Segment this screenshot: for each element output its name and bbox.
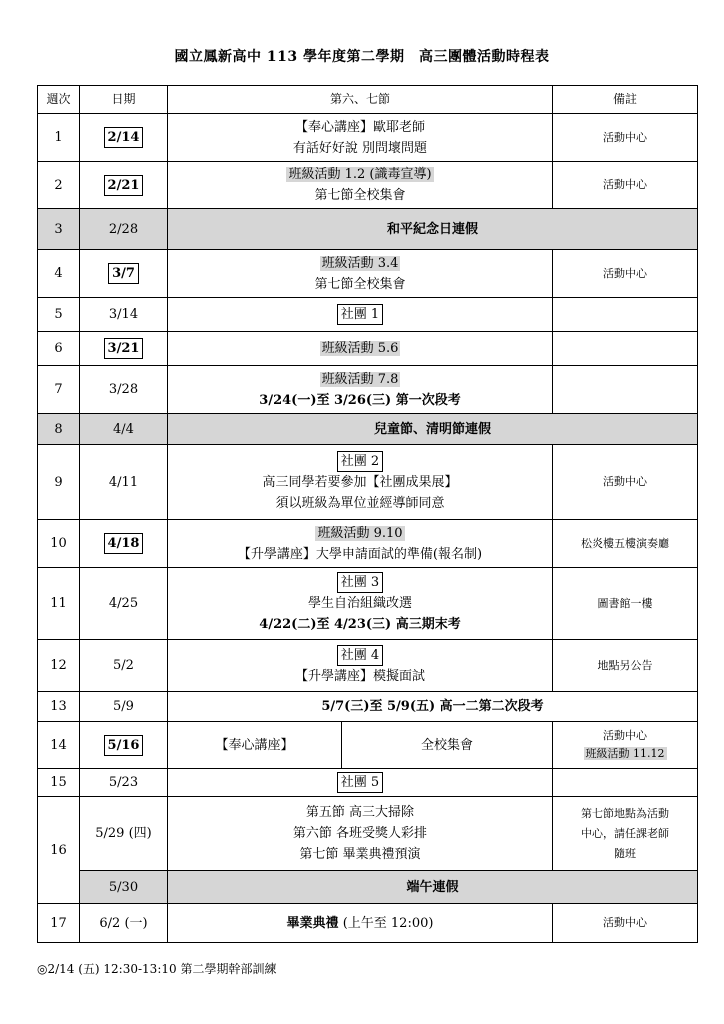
note-cell <box>553 366 698 414</box>
activity-cell: 班級活動 5.6 <box>168 332 553 366</box>
table-row-holiday <box>38 414 698 445</box>
activity-cell: 社團 3 學生自治組織改選 4/22(二)至 4/23(三) 高三期末考 <box>168 568 553 640</box>
week-cell: 6 <box>38 332 80 366</box>
date-cell: 5/30 <box>80 871 168 904</box>
note-cell: 第七節地點為活動 中心，請任課老師 隨班 <box>553 797 698 871</box>
activity-cell: 社團 5 <box>168 769 553 797</box>
table-row <box>38 722 698 769</box>
week-cell: 13 <box>38 692 80 722</box>
week-cell: 5 <box>38 298 80 332</box>
lecture-subcell: 【奉心講座】 <box>168 722 342 768</box>
week-cell: 11 <box>38 568 80 640</box>
table-row <box>38 568 698 640</box>
table-row <box>38 520 698 568</box>
date-cell: 3/28 <box>80 366 168 414</box>
table-row <box>38 769 698 797</box>
date-cell: 2/14 <box>80 114 168 162</box>
activity-cell: 班級活動 1.2 (識毒宣導) 第七節全校集會 <box>168 162 553 209</box>
activity-cell <box>168 722 553 769</box>
date-cell: 6/2 (一) <box>80 904 168 943</box>
table-row <box>38 332 698 366</box>
week-cell: 15 <box>38 769 80 797</box>
note-cell: 活動中心 <box>553 445 698 520</box>
note-cell <box>553 769 698 797</box>
table-row <box>38 298 698 332</box>
table-row <box>38 162 698 209</box>
week-cell: 1 <box>38 114 80 162</box>
activity-cell: 班級活動 7.8 3/24(一)至 3/26(三) 第一次段考 <box>168 366 553 414</box>
date-cell: 2/28 <box>80 209 168 250</box>
week-cell: 4 <box>38 250 80 298</box>
date-cell: 5/9 <box>80 692 168 722</box>
week-cell: 7 <box>38 366 80 414</box>
note-cell: 地點另公告 <box>553 640 698 692</box>
activity-cell: 班級活動 9.10 【升學講座】大學申請面試的準備(報名制) <box>168 520 553 568</box>
week-cell: 3 <box>38 209 80 250</box>
note-cell <box>553 332 698 366</box>
date-cell: 5/29 (四) <box>80 797 168 871</box>
note-cell: 活動中心 <box>553 250 698 298</box>
footer-note: ◎2/14 (五) 12:30-13:10 第二學期幹部訓練 <box>37 962 277 976</box>
activity-cell: 社團 2 高三同學若要參加【社團成果展】 須以班級為單位並經導師同意 <box>168 445 553 520</box>
table-row-holiday <box>38 871 698 904</box>
exam-notice: 3/24(一)至 3/26(三) 第一次段考 <box>259 392 461 408</box>
date-cell: 4/25 <box>80 568 168 640</box>
date-cell: 3/21 <box>80 332 168 366</box>
date-cell: 3/14 <box>80 298 168 332</box>
week-cell: 10 <box>38 520 80 568</box>
week-cell: 9 <box>38 445 80 520</box>
week-cell: 2 <box>38 162 80 209</box>
table-row <box>38 797 698 871</box>
date-cell: 4/18 <box>80 520 168 568</box>
week-cell: 8 <box>38 414 80 445</box>
table-row <box>38 640 698 692</box>
note-cell: 活動中心 <box>553 904 698 943</box>
activity-cell: 【奉心講座】歐耶老師 有話好好說 別問壞問題 <box>168 114 553 162</box>
week-cell: 12 <box>38 640 80 692</box>
activity-cell: 社團 4 【升學講座】模擬面試 <box>168 640 553 692</box>
date-cell: 5/23 <box>80 769 168 797</box>
note-cell: 活動中心 <box>553 114 698 162</box>
exam-notice: 4/22(二)至 4/23(三) 高三期末考 <box>259 617 461 632</box>
page-title: 國立鳳新高中 113 學年度第二學期 高三團體活動時程表 <box>174 49 550 65</box>
table-row <box>38 250 698 298</box>
schedule-table <box>37 85 698 943</box>
note-cell <box>553 298 698 332</box>
holiday-cell: 兒童節、清明節連假 <box>168 414 698 445</box>
table-row <box>38 692 698 722</box>
activity-cell: 畢業典禮 (上午至 12:00) <box>168 904 553 943</box>
header-note: 備註 <box>553 86 698 114</box>
date-cell: 5/2 <box>80 640 168 692</box>
assembly-subcell: 全校集會 <box>420 737 473 753</box>
date-cell: 4/4 <box>80 414 168 445</box>
table-row <box>38 904 698 943</box>
header-period: 第六、七節 <box>168 86 553 114</box>
week-cell: 14 <box>38 722 80 769</box>
date-cell: 4/11 <box>80 445 168 520</box>
note-cell: 圖書館一樓 <box>553 568 698 640</box>
table-row <box>38 114 698 162</box>
date-cell: 2/21 <box>80 162 168 209</box>
date-cell: 5/16 <box>80 722 168 769</box>
activity-cell: 社團 1 <box>168 298 553 332</box>
header-date: 日期 <box>80 86 168 114</box>
week-cell: 16 <box>38 797 80 904</box>
week-cell: 17 <box>38 904 80 943</box>
table-header-row <box>38 86 698 114</box>
note-cell: 活動中心 <box>553 162 698 209</box>
table-row <box>38 445 698 520</box>
holiday-cell: 端午連假 <box>168 871 698 904</box>
note-cell: 松炎樓五樓演奏廳 <box>553 520 698 568</box>
header-week: 週次 <box>38 86 80 114</box>
holiday-cell: 和平紀念日連假 <box>168 209 698 250</box>
note-cell: 活動中心 班級活動 11.12 <box>553 722 698 769</box>
activity-cell: 班級活動 3.4 第七節全校集會 <box>168 250 553 298</box>
activity-cell: 第五節 高三大掃除 第六節 各班受獎人彩排 第七節 畢業典禮預演 <box>168 797 553 871</box>
exam-notice: 5/7(三)至 5/9(五) 高一二第二次段考 <box>168 692 698 722</box>
table-row <box>38 366 698 414</box>
table-row-holiday <box>38 209 698 250</box>
date-cell: 3/7 <box>80 250 168 298</box>
